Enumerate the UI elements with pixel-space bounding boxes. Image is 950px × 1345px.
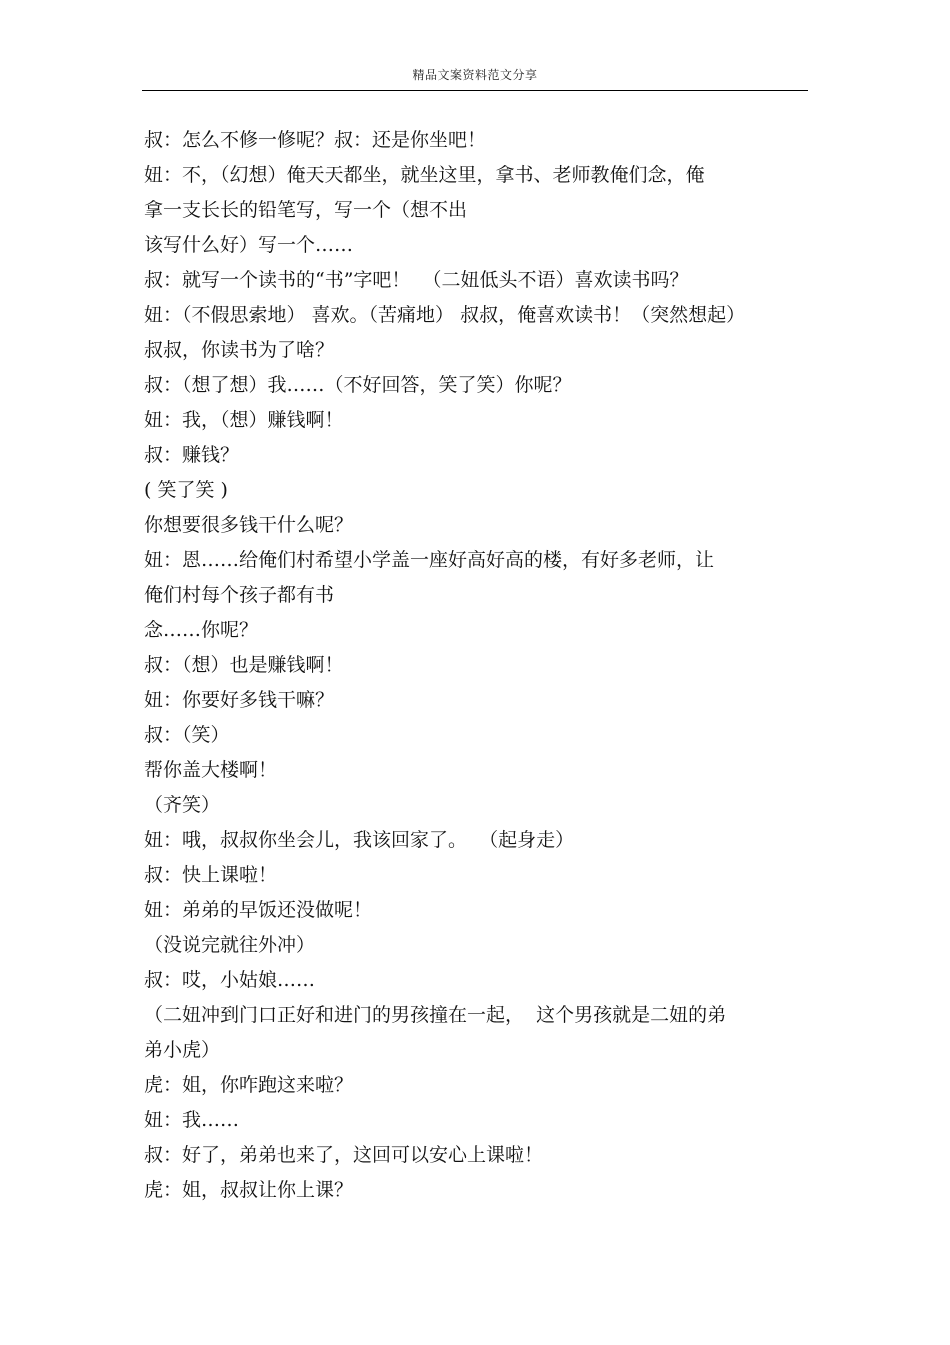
page-header [142, 62, 808, 91]
text-line: 该写什么好）写一个…… [144, 234, 354, 256]
text-line: ( 笑了笑 ) [144, 479, 228, 501]
text-line: 叔：哎，小姑娘…… [144, 969, 316, 991]
text-line: 妞：哦，叔叔你坐会儿，我该回家了。 （起身走） [144, 829, 575, 851]
text-line: 叔：就写一个读书的“书”字吧！ （二妞低头不语）喜欢读书吗？ [144, 269, 689, 291]
text-line: 叔叔，你读书为了啥？ [144, 339, 335, 361]
text-line: 虎：姐，叔叔让你上课？ [144, 1179, 354, 1201]
text-line: 叔：赚钱？ [144, 444, 240, 466]
text-line: 妞：（不假思索地） 喜欢。（苦痛地） 叔叔，俺喜欢读书！（突然想起） [144, 304, 746, 326]
text-line: 妞：弟弟的早饭还没做呢！ [144, 899, 373, 921]
text-line: 念……你呢？ [144, 619, 259, 641]
text-line: 虎：姐，你咋跑这来啦？ [144, 1074, 354, 1096]
text-line: （二妞冲到门口正好和进门的男孩撞在一起， 这个男孩就是二妞的弟 [144, 1004, 727, 1026]
text-line: 叔：（笑） [144, 724, 230, 746]
text-line: 妞：不，（幻想）俺天天都坐，就坐这里，拿书、老师教俺们念，俺 [144, 164, 705, 186]
text-line: （齐笑） [144, 794, 221, 816]
text-line: 叔：（想了想）我……（不好回答，笑了笑）你呢？ [144, 374, 572, 396]
header-text: 精品文案资料范文分享 [412, 68, 538, 82]
text-line: 妞：我，（想）赚钱啊！ [144, 409, 344, 431]
text-line: 叔：（想）也是赚钱啊！ [144, 654, 344, 676]
text-line: 拿一支长长的铅笔写，写一个（想不出 [144, 199, 468, 221]
text-line: 叔：快上课啦！ [144, 864, 278, 886]
document-body [144, 123, 804, 1208]
text-line: 帮你盖大楼啊！ [144, 759, 278, 781]
text-line: 弟小虎） [144, 1039, 221, 1061]
text-line: 妞：你要好多钱干嘛？ [144, 689, 335, 711]
text-line: 妞：我…… [144, 1109, 240, 1131]
text-line: 叔：怎么不修一修呢？叔：还是你坐吧！ [144, 129, 487, 151]
text-line: 你想要很多钱干什么呢？ [144, 514, 354, 536]
text-line: 叔：好了，弟弟也来了，这回可以安心上课啦！ [144, 1144, 544, 1166]
text-line: （没说完就往外冲） [144, 934, 316, 956]
text-line: 俺们村每个孩子都有书 [144, 584, 335, 606]
text-line: 妞：恩……给俺们村希望小学盖一座好高好高的楼，有好多老师，让 [144, 549, 715, 571]
